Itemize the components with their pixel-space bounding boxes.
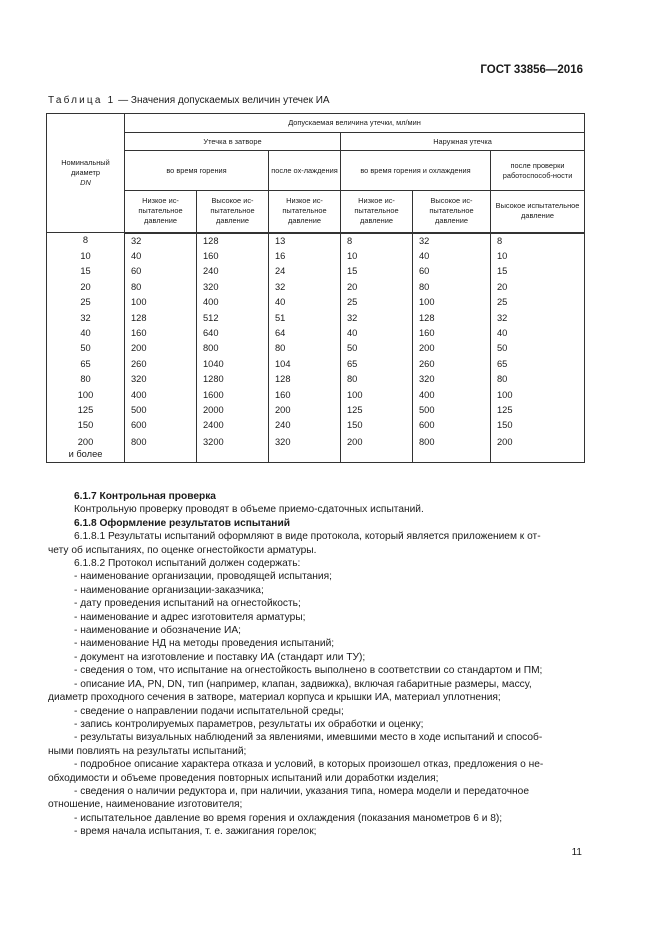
table-cell: 600	[413, 418, 491, 433]
table-cell: 320	[413, 372, 491, 387]
table-row	[47, 372, 585, 387]
table-cell: 200	[491, 434, 585, 463]
header-gate-leak: Утечка в затворе	[125, 133, 341, 151]
table-row	[47, 387, 585, 402]
list-item-cont: диаметр проходного сечения в затворе, материал корпуса и крышки ИА, материал уплотнения;	[48, 692, 501, 704]
table-cell: 32	[341, 310, 413, 325]
header-nominal-dn: DN	[80, 178, 91, 187]
subheader-low-pressure: Низкое ис-пытательное давление	[269, 191, 341, 233]
table-cell: 8	[47, 233, 125, 249]
table-cell: 32	[413, 233, 491, 249]
table-row	[47, 326, 585, 341]
table-cell: 100	[47, 387, 125, 402]
table-cell: 51	[269, 310, 341, 325]
table-cell: 40	[47, 326, 125, 341]
subheader-low-pressure: Низкое ис-пытательное давление	[125, 191, 197, 233]
table-cell: 32	[125, 233, 197, 249]
table-cell: 2000	[197, 403, 269, 418]
table-cell: 200	[125, 341, 197, 356]
table-cell: 13	[269, 233, 341, 249]
list-item: - запись контролируемых параметров, результаты их обработки и оценку;	[74, 718, 424, 730]
table-row	[47, 418, 585, 433]
list-item: - сведение о направлении подачи испытательной среды;	[74, 705, 344, 717]
header-external-leak: Наружная утечка	[341, 133, 585, 151]
table-cell: 32	[47, 310, 125, 325]
list-item: - подробное описание характера отказа и условий, в которых произошел отказ, предложения о не-	[74, 759, 544, 771]
table-cell: 320	[197, 280, 269, 295]
table-cell: 32	[269, 280, 341, 295]
table-cell: 260	[413, 357, 491, 372]
table-cell: 400	[125, 387, 197, 402]
table-cell: 50	[47, 341, 125, 356]
table-cell: 25	[47, 295, 125, 310]
table-row	[47, 341, 585, 356]
header-during-burning: во время горения	[125, 151, 269, 191]
table-cell: 10	[341, 249, 413, 264]
table-cell: 200	[341, 434, 413, 463]
table-cell: 1040	[197, 357, 269, 372]
paragraph-6-1-8-1-cont: чету об испытаниях, по оценке огнестойкости арматуры.	[48, 544, 317, 556]
table-cell: 15	[341, 264, 413, 279]
table-cell: 400	[413, 387, 491, 402]
table-row	[47, 280, 585, 295]
table-cell: 240	[269, 418, 341, 433]
table-cell: 65	[47, 357, 125, 372]
list-item: - наименование и обозначение ИА;	[74, 625, 241, 637]
list-item: - сведения о наличии редуктора и, при наличии, указания типа, номера модели и передаточное	[74, 785, 529, 797]
header-after-operability: после проверки работоспособ-ности	[491, 151, 585, 191]
table-cell: 200	[269, 403, 341, 418]
table-cell: 40	[491, 326, 585, 341]
last-row-dn: 200 и более	[47, 434, 125, 463]
table-cell: 40	[341, 326, 413, 341]
table-cell: 320	[125, 372, 197, 387]
table-cell: 25	[491, 295, 585, 310]
table-cell: 100	[413, 295, 491, 310]
section-6-1-7-text: Контрольную проверку проводят в объеме приемо-сдаточных испытаний.	[74, 504, 424, 516]
table-cell: 400	[197, 295, 269, 310]
header-during-burning-cooling: во время горения и охлаждения	[341, 151, 491, 191]
table-cell: 80	[341, 372, 413, 387]
list-item: - сведения о том, что испытание на огнестойкость выполнено в соответствии со стандартом и ПМ;	[74, 665, 543, 677]
table-row	[47, 249, 585, 264]
paragraph-6-1-8-1: 6.1.8.1 Результаты испытаний оформляют в виде протокола, который является приложением к от-	[74, 531, 541, 543]
table-cell: 80	[125, 280, 197, 295]
table-cell: 800	[197, 341, 269, 356]
table-cell: 32	[491, 310, 585, 325]
list-item-cont: отношение, наименование изготовителя;	[48, 799, 243, 811]
table-row	[47, 233, 585, 249]
table-cell: 20	[491, 280, 585, 295]
table-cell: 1280	[197, 372, 269, 387]
table-cell: 600	[125, 418, 197, 433]
table-cell: 150	[47, 418, 125, 433]
subheader-low-pressure: Низкое ис-пытательное давление	[341, 191, 413, 233]
subheader-high-pressure: Высокое ис-пытательное давление	[197, 191, 269, 233]
table-cell: 800	[125, 434, 197, 463]
table-cell: 80	[47, 372, 125, 387]
table-cell: 50	[341, 341, 413, 356]
table-cell: 16	[269, 249, 341, 264]
list-item: - результаты визуальных наблюдений за явлениями, имевшими место в ходе испытаний и способ-	[74, 732, 543, 744]
table-row	[47, 295, 585, 310]
paragraph-6-1-8-2: 6.1.8.2 Протокол испытаний должен содержать:	[74, 558, 301, 570]
subheader-high-pressure: Высокое ис-пытательное давление	[413, 191, 491, 233]
table-cell: 1600	[197, 387, 269, 402]
table-cell: 240	[197, 264, 269, 279]
table-cell: 160	[125, 326, 197, 341]
list-item: - описание ИА, PN, DN, тип (например, клапан, задвижка), включая габаритные размеры, массу,	[74, 678, 532, 690]
table-row	[47, 264, 585, 279]
body-text	[48, 490, 583, 839]
standard-header: ГОСТ 33856—2016	[480, 64, 583, 76]
table-cell: 40	[413, 249, 491, 264]
table-cell: 128	[197, 233, 269, 249]
table-cell: 150	[491, 418, 585, 433]
table-cell: 80	[269, 341, 341, 356]
table-cell: 2400	[197, 418, 269, 433]
table-cell: 500	[125, 403, 197, 418]
page-number: 11	[571, 847, 582, 858]
table-caption-prefix: Таблица 1	[48, 95, 116, 106]
table-cell: 640	[197, 326, 269, 341]
table-cell: 800	[413, 434, 491, 463]
table-cell: 100	[491, 387, 585, 402]
table-cell: 64	[269, 326, 341, 341]
table-cell: 8	[341, 233, 413, 249]
table-cell: 65	[341, 357, 413, 372]
table-cell: 100	[341, 387, 413, 402]
list-item: - документ на изготовление и поставку ИА (стандарт или ТУ);	[74, 651, 366, 663]
table-cell: 20	[341, 280, 413, 295]
header-nominal-text: Номинальный диаметр	[61, 158, 110, 177]
section-6-1-8-title: 6.1.8 Оформление результатов испытаний	[74, 517, 290, 529]
table-cell: 160	[413, 326, 491, 341]
table-cell: 128	[125, 310, 197, 325]
table-cell: 125	[491, 403, 585, 418]
table-cell: 128	[269, 372, 341, 387]
table-caption-text: — Значения допускаемых величин утечек ИА	[118, 95, 330, 106]
table-body	[47, 233, 585, 463]
table-cell: 15	[47, 264, 125, 279]
table-cell: 80	[413, 280, 491, 295]
table-cell: 50	[491, 341, 585, 356]
table-row	[47, 357, 585, 372]
table-cell: 80	[491, 372, 585, 387]
table-cell: 125	[47, 403, 125, 418]
table-cell: 260	[125, 357, 197, 372]
list-item: - наименование НД на методы проведения испытаний;	[74, 638, 335, 650]
header-allowed-leak: Допускаемая величина утечки, мл/мин	[125, 114, 585, 133]
table-cell: 15	[491, 264, 585, 279]
table-cell: 40	[269, 295, 341, 310]
table-row	[47, 310, 585, 325]
list-item-cont: ными повлиять на результаты испытаний;	[48, 745, 247, 757]
table-cell: 24	[269, 264, 341, 279]
table-row	[47, 403, 585, 418]
table-caption	[48, 95, 330, 106]
table-cell: 160	[269, 387, 341, 402]
table-cell: 10	[491, 249, 585, 264]
list-item: - дату проведения испытаний на огнестойкость;	[74, 598, 301, 610]
section-6-1-7-title: 6.1.7 Контрольная проверка	[74, 491, 216, 502]
subheader-high-pressure: Высокое испытательное давление	[491, 191, 585, 233]
table-cell: 104	[269, 357, 341, 372]
table-cell: 500	[413, 403, 491, 418]
header-after-cooling: после ох-лаждения	[269, 151, 341, 191]
table-cell: 20	[47, 280, 125, 295]
list-item: - наименование и адрес изготовителя арматуры;	[74, 611, 306, 623]
table-cell: 40	[125, 249, 197, 264]
table-cell: 320	[269, 434, 341, 463]
list-item: - время начала испытания, т. е. зажигания горелок;	[74, 826, 317, 838]
table-cell: 125	[341, 403, 413, 418]
table-cell: 10	[47, 249, 125, 264]
table-cell: 25	[341, 295, 413, 310]
table-cell: 100	[125, 295, 197, 310]
leak-table	[46, 113, 585, 463]
table-row	[47, 434, 585, 463]
table-cell: 160	[197, 249, 269, 264]
table-cell: 60	[413, 264, 491, 279]
list-item-cont: обходимости и объеме проведения повторных испытаний или доработки изделия;	[48, 772, 439, 784]
table-cell: 150	[341, 418, 413, 433]
table-cell: 8	[491, 233, 585, 249]
header-nominal-diameter	[47, 114, 125, 233]
list-item: - испытательное давление во время горения и охлаждения (показания манометров 6 и 8);	[74, 812, 503, 824]
table-cell: 60	[125, 264, 197, 279]
table-cell: 3200	[197, 434, 269, 463]
table-cell: 65	[491, 357, 585, 372]
list-item: - наименование организации, проводящей испытания;	[74, 571, 332, 583]
list-item: - наименование организации-заказчика;	[74, 584, 264, 596]
table-cell: 200	[413, 341, 491, 356]
table-cell: 512	[197, 310, 269, 325]
table-cell: 128	[413, 310, 491, 325]
